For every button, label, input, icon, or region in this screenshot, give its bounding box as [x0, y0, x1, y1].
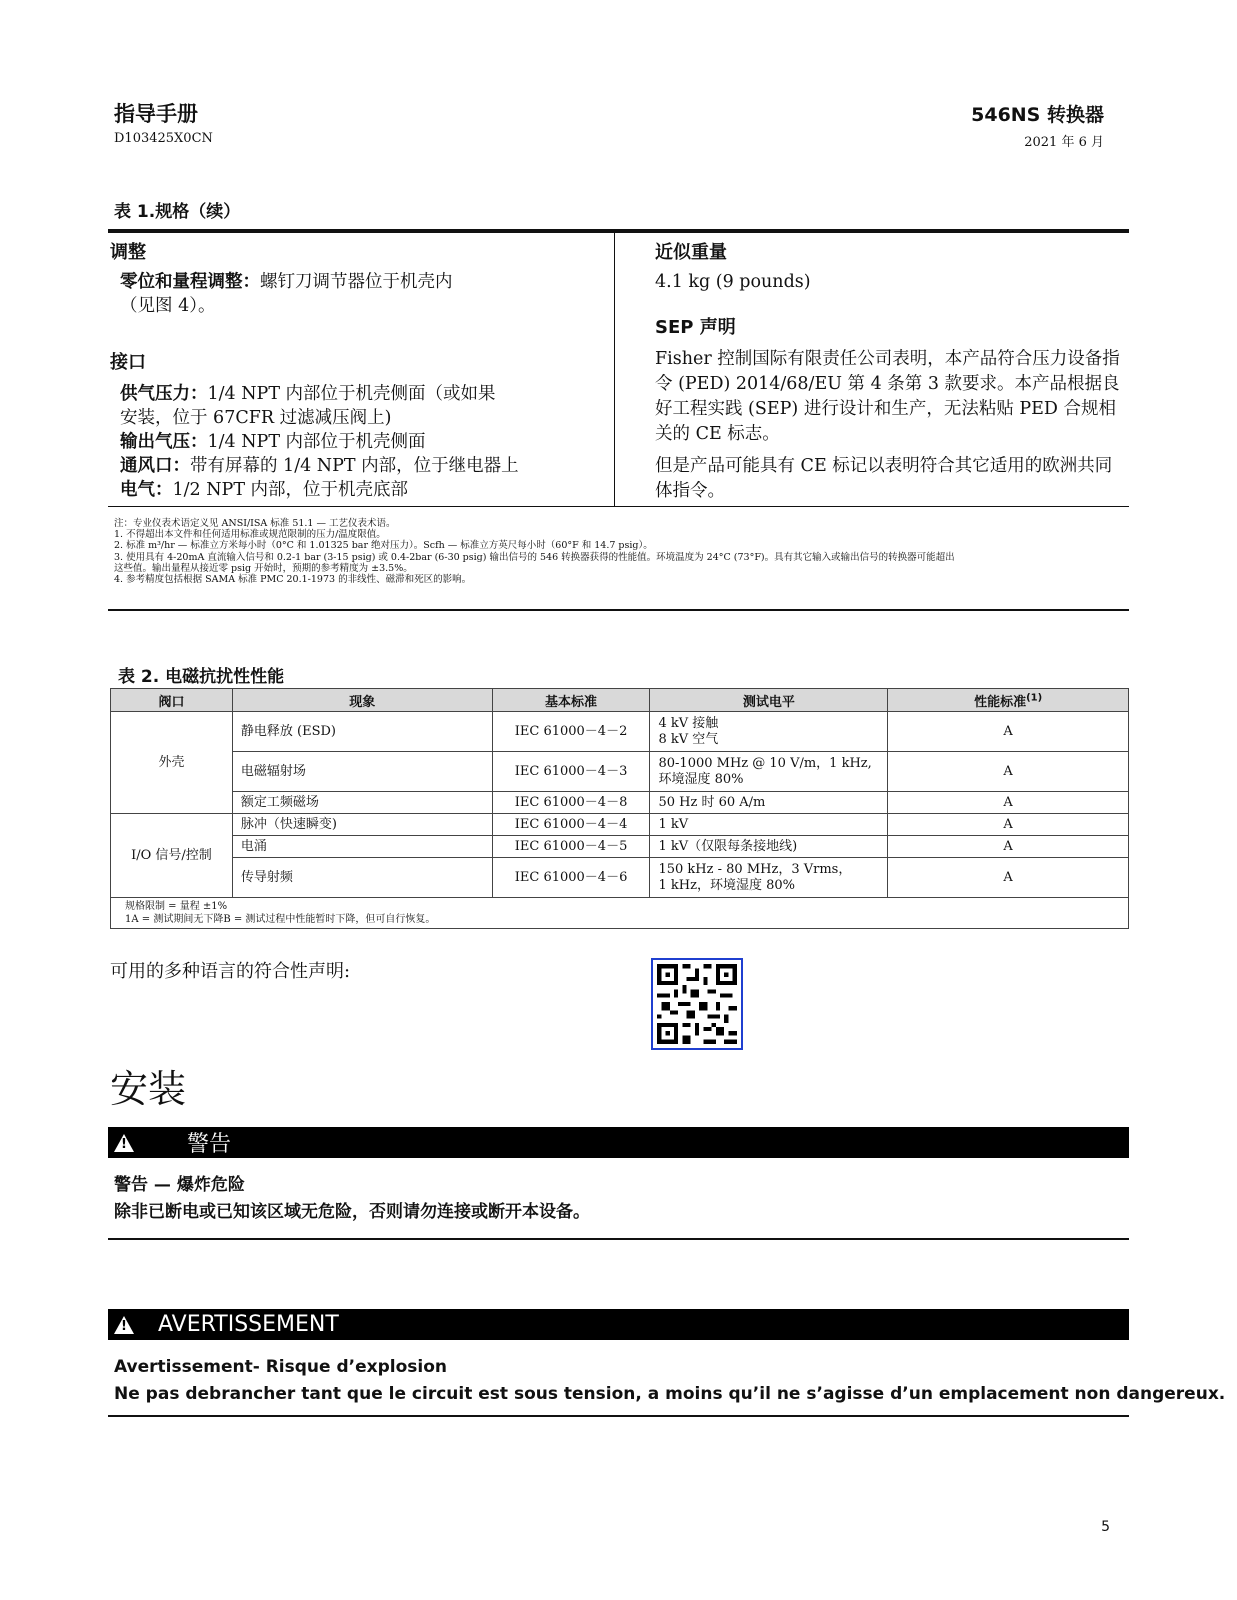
level-cell	[650, 858, 888, 898]
table1-right-column	[655, 238, 1125, 504]
table-row	[111, 752, 1129, 792]
declaration-text: 可用的多种语言的符合性声明:	[110, 961, 351, 982]
warning-icon-mark: !	[121, 1136, 127, 1152]
doc-title: 指导手册	[114, 102, 198, 126]
level-cell	[650, 752, 888, 792]
level-cell: 1 kV	[650, 814, 888, 836]
sep-heading: SEP 声明	[655, 317, 736, 338]
group-cell: 外壳	[111, 712, 233, 814]
table1-caption: 表 1.规格（续）	[114, 202, 241, 222]
note-line: 3. 使用具有 4-20mA 直流输入信号和 0.2-1 bar (3-15 psig) 或 0.4-2bar (6-30 psig) 输出信号的 546 转换器获得的性能值。环境温度为 24°C (73°F)。具有其它输入或输出信号的转换器可能超出	[114, 551, 955, 563]
col-header: 测试电平	[650, 689, 888, 712]
phenomenon-cell: 静电释放 (ESD)	[232, 712, 492, 752]
standard-cell: IEC 61000－4－4	[492, 814, 650, 836]
warning-line-1: 警告 — 爆炸危险	[114, 1175, 245, 1195]
level-line: 环境湿度 80%	[658, 771, 744, 787]
phenomenon-cell: 电涌	[232, 836, 492, 858]
footnote-line: 规格限制 = 量程 ±1%	[125, 901, 228, 912]
level-cell: 50 Hz 时 60 A/m	[650, 792, 888, 814]
supply-value-2: 安装，位于 67CFR 过滤减压阀上)	[120, 408, 392, 428]
table-row	[111, 836, 1129, 858]
table-row	[111, 814, 1129, 836]
avertissement-text	[114, 1354, 1225, 1408]
group-cell: I/O 信号/控制	[111, 814, 233, 898]
adjust-heading: 调整	[110, 242, 146, 263]
level-line: 1 kHz，环境湿度 80%	[658, 877, 795, 893]
note-line: 4. 参考精度包括根据 SAMA 标准 PMC 20.1-1973 的非线性、磁滞和死区的影响。	[114, 574, 472, 586]
vent-value: 带有屏幕的 1/4 NPT 内部，位于继电器上	[190, 456, 519, 476]
phenomenon-cell: 传导射频	[232, 858, 492, 898]
warning-icon-mark: !	[121, 1318, 127, 1334]
product-name: 546NS 转换器	[971, 104, 1104, 126]
adjust-label: 零位和量程调整：	[120, 272, 260, 292]
elec-label: 电气：	[120, 480, 173, 500]
col-header: 性能标准	[974, 694, 1027, 710]
weight-value: 4.1 kg (9 pounds)	[655, 272, 811, 292]
note-line: 2. 标准 m³/hr — 标准立方米每小时（0°C 和 1.01325 bar 绝对压力）。Scfh — 标准立方英尺每小时（60°F 和 14.7 psig）。	[114, 540, 653, 552]
page-number: 5	[1101, 1519, 1110, 1535]
table-footnote	[111, 898, 1129, 929]
level-line: 4 kV 接触	[658, 715, 719, 731]
standard-cell: IEC 61000－4－5	[492, 836, 650, 858]
warning-label: 警告	[187, 1132, 232, 1157]
weight-heading: 近似重量	[655, 242, 727, 263]
standard-cell: IEC 61000－4－2	[492, 712, 650, 752]
warning-line-2: 除非已断电或已知该区域无危险，否则请勿连接或断开本设备。	[114, 1202, 590, 1222]
standard-cell: IEC 61000－4－6	[492, 858, 650, 898]
col-header: 阀口	[111, 689, 233, 712]
table-row	[111, 792, 1129, 814]
emc-table	[110, 688, 1129, 929]
conn-specs	[120, 382, 610, 502]
table-footnote-row	[111, 898, 1129, 929]
level-line: 150 kHz - 80 MHz，3 Vrms，	[658, 861, 852, 877]
standard-cell: IEC 61000－4－8	[492, 792, 650, 814]
qr-code-graphic	[653, 960, 741, 1048]
table1-divider	[614, 233, 615, 506]
phenomenon-cell: 额定工频磁场	[232, 792, 492, 814]
table1-bottom-rule	[108, 506, 1129, 507]
adjust-spec	[120, 270, 610, 318]
doc-code: D103425X0CN	[114, 131, 213, 146]
warning-rule	[108, 1238, 1129, 1240]
table-header-row	[111, 689, 1129, 712]
col-header: 现象	[232, 689, 492, 712]
table1-top-rule	[108, 229, 1129, 233]
warning-bar	[108, 1127, 1129, 1158]
sep-paragraph-1: Fisher 控制国际有限责任公司表明，本产品符合压力设备指令 (PED) 2014/68/EU 第 4 条第 3 款要求。本产品根据良好工程实践 (SEP) 进行设计和生产，无法粘贴 PED 合规相关的 CE 标志。	[655, 349, 1120, 444]
perf-cell: A	[888, 792, 1129, 814]
avertissement-label: AVERTISSEMENT	[158, 1312, 339, 1337]
doc-date: 2021 年 6 月	[1024, 135, 1104, 150]
table1-notes	[114, 518, 1124, 585]
footnote-ref: (1)	[1026, 692, 1043, 704]
avertissement-line-2: Ne pas debrancher tant que le circuit est sous tension, a moins qu’il ne s’agisse d’un emplacement non dangereux.	[114, 1384, 1226, 1404]
perf-cell: A	[888, 814, 1129, 836]
table-row	[111, 712, 1129, 752]
avertissement-line-1: Avertissement- Risque d’explosion	[114, 1357, 447, 1377]
table-row	[111, 858, 1129, 898]
table1-left-column	[110, 238, 610, 502]
vent-label: 通风口：	[120, 456, 190, 476]
note-line: 注：专业仪表术语定义见 ANSI/ISA 标准 51.1 — 工艺仪表术语。	[114, 518, 396, 529]
output-label: 输出气压：	[120, 432, 208, 452]
adjust-value-2: （见图 4）。	[120, 296, 216, 316]
sep-paragraph-2: 但是产品可能具有 CE 标记以表明符合其它适用的欧洲共同体指令。	[655, 456, 1113, 501]
phenomenon-cell: 脉冲（快速瞬变)	[232, 814, 492, 836]
adjust-value: 螺钉刀调节器位于机壳内	[260, 272, 453, 292]
warning-text	[114, 1172, 590, 1226]
install-heading: 安装	[110, 1067, 187, 1111]
perf-cell: A	[888, 712, 1129, 752]
supply-value: 1/4 NPT 内部位于机壳侧面（或如果	[207, 384, 496, 404]
conn-heading: 接口	[110, 352, 146, 373]
notes-rule	[108, 609, 1129, 611]
perf-cell: A	[888, 752, 1129, 792]
level-cell: 1 kV（仅限每条接地线)	[650, 836, 888, 858]
supply-label: 供气压力：	[120, 384, 208, 404]
col-header-perf	[888, 689, 1129, 712]
avertissement-rule	[108, 1415, 1129, 1417]
table2-caption: 表 2. 电磁抗扰性性能	[118, 667, 285, 687]
level-cell	[650, 712, 888, 752]
note-line: 这些值。输出量程从接近零 psig 开始时，预期的参考精度为 ±3.5%。	[114, 562, 413, 574]
col-header: 基本标准	[492, 689, 650, 712]
note-line: 1. 不得超出本文件和任何适用标准或规范限制的压力/温度限值。	[114, 529, 386, 541]
warning-triangle-icon	[114, 1316, 134, 1334]
output-value: 1/4 NPT 内部位于机壳侧面	[207, 432, 426, 452]
perf-cell: A	[888, 858, 1129, 898]
avertissement-bar	[108, 1309, 1129, 1340]
perf-cell: A	[888, 836, 1129, 858]
level-line: 80-1000 MHz @ 10 V/m，1 kHz,	[658, 755, 872, 771]
phenomenon-cell: 电磁辐射场	[232, 752, 492, 792]
level-line: 8 kV 空气	[658, 731, 719, 747]
standard-cell: IEC 61000－4－3	[492, 752, 650, 792]
qr-code-icon[interactable]	[651, 958, 743, 1050]
elec-value: 1/2 NPT 内部，位于机壳底部	[172, 480, 409, 500]
warning-triangle-icon	[114, 1134, 134, 1152]
footnote-line: 1A = 测试期间无下降B = 测试过程中性能暂时下降，但可自行恢复。	[125, 914, 436, 925]
